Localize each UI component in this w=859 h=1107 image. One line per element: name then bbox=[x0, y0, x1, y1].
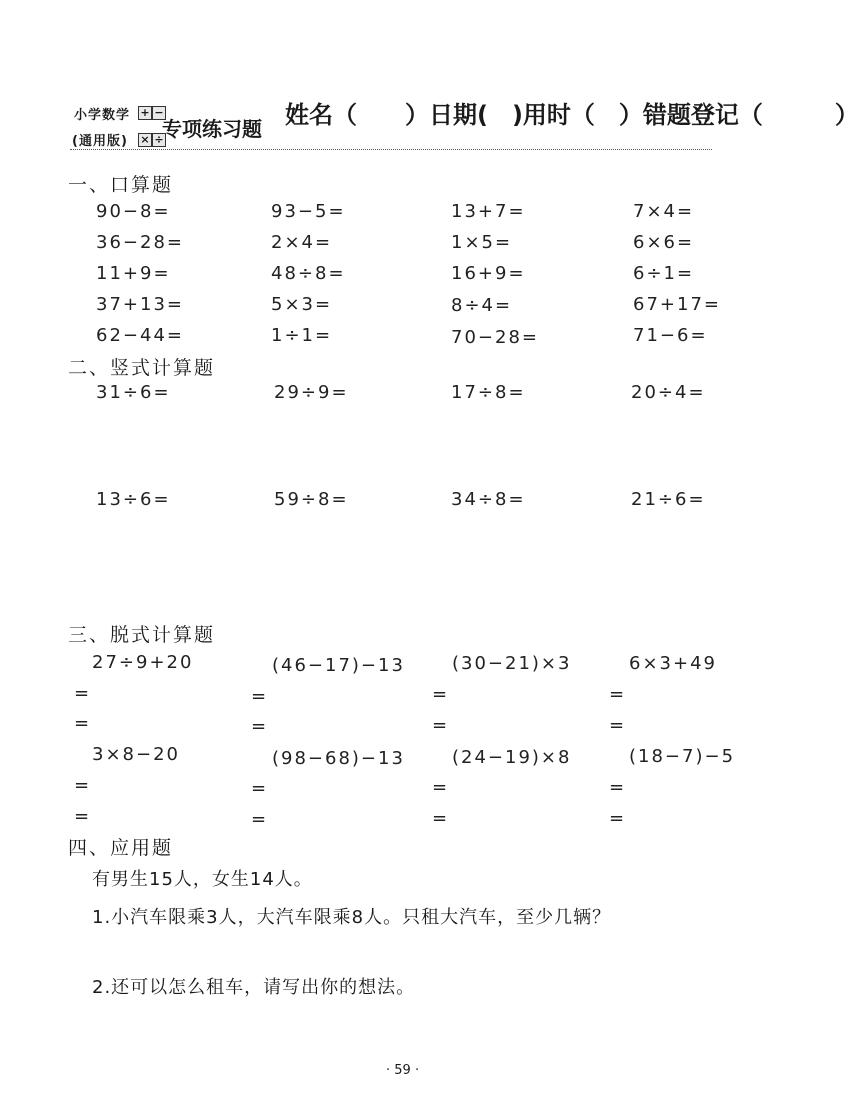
oral-item: 62−44= bbox=[96, 325, 184, 346]
header-divider bbox=[70, 149, 712, 150]
step-calc-item: 27÷9+20 bbox=[92, 652, 194, 673]
oral-item: 93−5= bbox=[271, 201, 346, 222]
equals-sign: = bbox=[251, 686, 267, 707]
equals-sign: = bbox=[609, 684, 625, 705]
divide-icon: ÷ bbox=[152, 133, 166, 147]
equals-sign: = bbox=[74, 713, 90, 734]
vertical-calc-item: 20÷4= bbox=[631, 382, 706, 403]
word-problem-intro: 有男生15人，女生14人。 bbox=[92, 869, 313, 890]
oral-item: 5×3= bbox=[271, 294, 333, 315]
equals-sign: = bbox=[432, 808, 448, 829]
oral-item: 1×5= bbox=[451, 232, 513, 253]
oral-item: 1÷1= bbox=[271, 325, 333, 346]
times-icon: × bbox=[138, 133, 152, 147]
plus-icon: + bbox=[138, 106, 152, 120]
equals-sign: = bbox=[74, 806, 90, 827]
oral-item: 37+13= bbox=[96, 294, 184, 315]
section2-title: 二、竖式计算题 bbox=[68, 357, 216, 379]
equals-sign: = bbox=[609, 808, 625, 829]
vertical-calc-item: 34÷8= bbox=[451, 489, 526, 510]
vertical-calc-item: 29÷9= bbox=[274, 382, 349, 403]
oral-item: 36−28= bbox=[96, 232, 184, 253]
oral-item: 8÷4= bbox=[451, 295, 513, 316]
word-problem-q1: 1.小汽车限乘3人，大汽车限乘8人。只租大汽车，至少几辆？ bbox=[92, 907, 612, 928]
oral-item: 6÷1= bbox=[633, 263, 695, 284]
oral-item: 7×4= bbox=[633, 201, 695, 222]
equals-sign: = bbox=[432, 715, 448, 736]
step-calc-item: (30−21)×3 bbox=[452, 653, 572, 674]
equals-sign: = bbox=[74, 683, 90, 704]
equals-sign: = bbox=[74, 775, 90, 796]
section3-title: 三、脱式计算题 bbox=[68, 624, 216, 646]
section1-title: 一、口算题 bbox=[68, 174, 174, 196]
oral-item: 90−8= bbox=[96, 201, 171, 222]
step-calc-item: 3×8−20 bbox=[92, 744, 180, 765]
step-calc-item: (98−68)−13 bbox=[272, 748, 405, 769]
oral-item: 70−28= bbox=[451, 327, 539, 348]
vertical-calc-item: 13÷6= bbox=[96, 489, 171, 510]
brand-line2: (通用版) bbox=[72, 134, 128, 149]
equals-sign: = bbox=[251, 809, 267, 830]
oral-item: 13+7= bbox=[451, 201, 526, 222]
equals-sign: = bbox=[251, 778, 267, 799]
oral-item: 67+17= bbox=[633, 294, 721, 315]
oral-item: 16+9= bbox=[451, 263, 526, 284]
word-problem-q2: 2.还可以怎么租车，请写出你的想法。 bbox=[92, 977, 416, 998]
oral-item: 48÷8= bbox=[271, 263, 346, 284]
student-info-line: 姓名（ ）日期( )用时（ ）错题登记（ ） bbox=[285, 101, 859, 129]
step-calc-item: (18−7)−5 bbox=[629, 746, 736, 767]
oral-item: 6×6= bbox=[633, 232, 695, 253]
vertical-calc-item: 31÷6= bbox=[96, 382, 171, 403]
equals-sign: = bbox=[432, 777, 448, 798]
equals-sign: = bbox=[432, 684, 448, 705]
step-calc-item: 6×3+49 bbox=[629, 653, 717, 674]
oral-item: 71−6= bbox=[633, 325, 708, 346]
oral-item: 2×4= bbox=[271, 232, 333, 253]
section4-title: 四、应用题 bbox=[68, 837, 174, 859]
minus-icon: − bbox=[152, 106, 166, 120]
vertical-calc-item: 59÷8= bbox=[274, 489, 349, 510]
brand-line1: 小学数学 bbox=[74, 108, 131, 123]
oral-item: 11+9= bbox=[96, 263, 171, 284]
page-number: · 59 · bbox=[386, 1063, 420, 1078]
brand-title: 专项练习题 bbox=[162, 117, 262, 141]
equals-sign: = bbox=[251, 716, 267, 737]
equals-sign: = bbox=[609, 715, 625, 736]
step-calc-item: (24−19)×8 bbox=[452, 747, 572, 768]
equals-sign: = bbox=[609, 777, 625, 798]
step-calc-item: (46−17)−13 bbox=[272, 655, 405, 676]
vertical-calc-item: 17÷8= bbox=[451, 382, 526, 403]
vertical-calc-item: 21÷6= bbox=[631, 489, 706, 510]
